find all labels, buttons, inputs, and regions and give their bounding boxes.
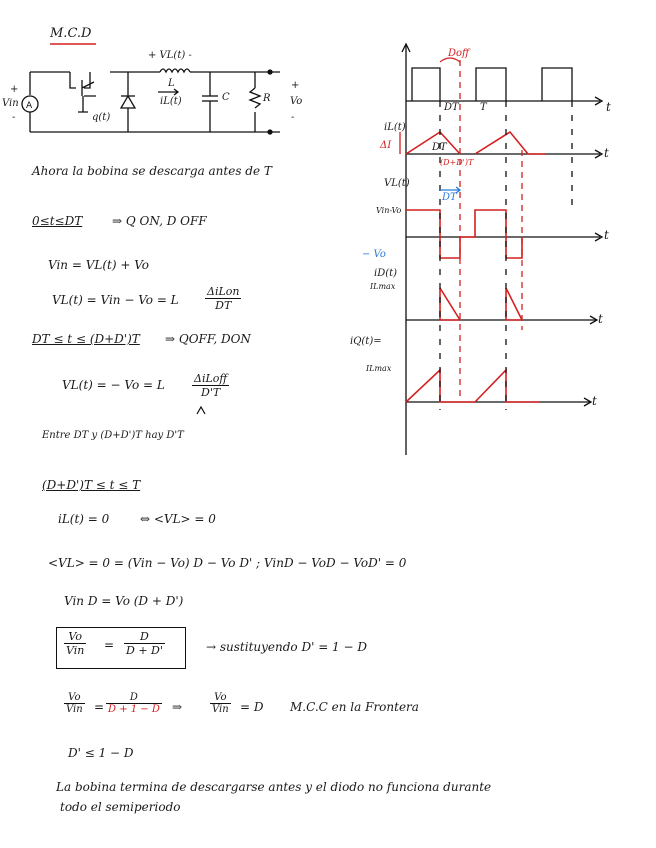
sec3-vin-eq: Vin D = Vo (D + D') <box>64 594 184 608</box>
sec3-avg-eq: <VL> = 0 = (Vin − Vo) D − Vo D' ; VinD − VoD − VoD' = 0 <box>48 556 407 570</box>
frontier-equals: = <box>94 700 105 714</box>
t-axis-label-5: t <box>592 394 597 408</box>
t-axis-label-3: t <box>604 228 609 242</box>
frontier-result <box>210 692 231 715</box>
sec1-state: ⇒ Q ON, D OFF <box>112 214 207 228</box>
substitute-text: → sustituyendo D' = 1 − D <box>206 640 367 654</box>
boxed-lhs <box>64 630 86 657</box>
vin-minus-vo-label: Vin-Vo <box>376 206 402 215</box>
dt-blue-label: DT <box>442 192 457 203</box>
il-label: iL(t) <box>160 96 182 107</box>
frontier-res-num: Vo <box>210 692 231 704</box>
id-wave-label: iD(t) <box>374 268 398 279</box>
sec3-il-zero: iL(t) = 0 <box>58 512 110 526</box>
sec2-note: Entre DT y (D+D')T hay D'T <box>42 430 184 441</box>
sec3-header: (D+D')T ≤ t ≤ T <box>42 478 141 492</box>
sec2-frac-den: D'T <box>201 386 221 399</box>
boxed-rhs-num: D <box>124 630 165 644</box>
t-axis-label-1: t <box>606 100 611 114</box>
t-axis-label-4: t <box>598 312 603 326</box>
conclusion-line-2: todo el semiperiodo <box>60 800 181 814</box>
il-max-label: ILmax <box>370 282 396 291</box>
frontier-rhs <box>106 692 162 715</box>
sec2-header: DT ≤ t ≤ (D+D')T <box>32 332 140 346</box>
iq-wave-label: iQ(t)= <box>350 336 382 347</box>
frontier-res-den: Vin <box>212 704 229 715</box>
frontier-result-eq: = D <box>240 700 264 714</box>
vo-minus-label: - <box>291 112 295 123</box>
frontier-lhs-num: Vo <box>64 692 85 704</box>
vin-plus-label: + <box>10 84 19 95</box>
dt-label: DT <box>444 102 459 113</box>
waveform-plots <box>400 44 602 455</box>
boxed-rhs-den: D + D' <box>126 644 163 657</box>
capacitor-label: C <box>222 92 230 103</box>
iq-max-label: ILmax <box>366 364 392 373</box>
delta-i-label: ΔI <box>380 140 392 151</box>
boxed-lhs-num: Vo <box>64 630 86 644</box>
minus-vo-label: − Vo <box>362 249 386 260</box>
frontier-lhs <box>64 692 85 715</box>
il-wave-label: iL(t) <box>384 122 406 133</box>
dt-small-label: DT <box>432 142 447 153</box>
t-axis-label-2: t <box>604 146 609 160</box>
frontier-lhs-den: Vin <box>66 704 83 715</box>
sec2-frac-num: ΔiLoff <box>194 372 228 385</box>
sec2-fraction <box>192 372 229 399</box>
sec1-header: 0≤t≤DT <box>32 214 83 228</box>
doff-label: Doff <box>448 48 470 59</box>
dpt-label: (D+D')T <box>440 158 474 167</box>
sec2-eq: VL(t) = − Vo = L <box>62 378 165 392</box>
intro-text: Ahora la bobina se descarga antes de T <box>32 164 272 178</box>
frontier-label: M.C.C en la Frontera <box>290 700 419 714</box>
dprime-inequality: D' ≤ 1 − D <box>68 746 134 760</box>
resistor-label: R <box>263 93 271 104</box>
gate-label: q(t) <box>92 112 111 123</box>
frontier-arrow: ⇒ <box>172 700 183 714</box>
vin-label: Vin <box>2 98 19 109</box>
page-title: M.C.D <box>50 26 92 41</box>
sec2-state: ⇒ QOFF, DON <box>165 332 251 346</box>
boxed-equals: = <box>104 638 115 652</box>
vo-plus-label: + <box>291 80 300 91</box>
circuit-diagram <box>22 69 280 134</box>
inductor-label: L <box>168 78 175 89</box>
boxed-lhs-den: Vin <box>66 644 85 657</box>
vo-label: Vo <box>290 96 303 107</box>
frontier-rhs-den: D + 1 − D <box>108 704 160 715</box>
conclusion-line-1: La bobina termina de descargarse antes y el diodo no funciona durante <box>56 780 492 794</box>
sec1-frac-num: ΔiLon <box>207 285 240 298</box>
sec1-eq1: Vin = VL(t) + Vo <box>48 258 149 272</box>
sec1-eq2: VL(t) = Vin − Vo = L <box>52 293 179 307</box>
vl-wave-label: VL(t) <box>384 178 410 189</box>
sec1-fraction <box>205 285 241 312</box>
sec3-equiv: ⇔ <VL> = 0 <box>140 512 216 526</box>
sec1-frac-den: DT <box>215 299 232 312</box>
period-label: T <box>480 102 487 113</box>
vl-label: + VL(t) - <box>148 50 192 61</box>
svg-text:A: A <box>26 101 33 111</box>
frontier-rhs-num: D <box>106 692 162 704</box>
vin-minus-label: - <box>12 112 16 123</box>
boxed-rhs <box>124 630 165 657</box>
